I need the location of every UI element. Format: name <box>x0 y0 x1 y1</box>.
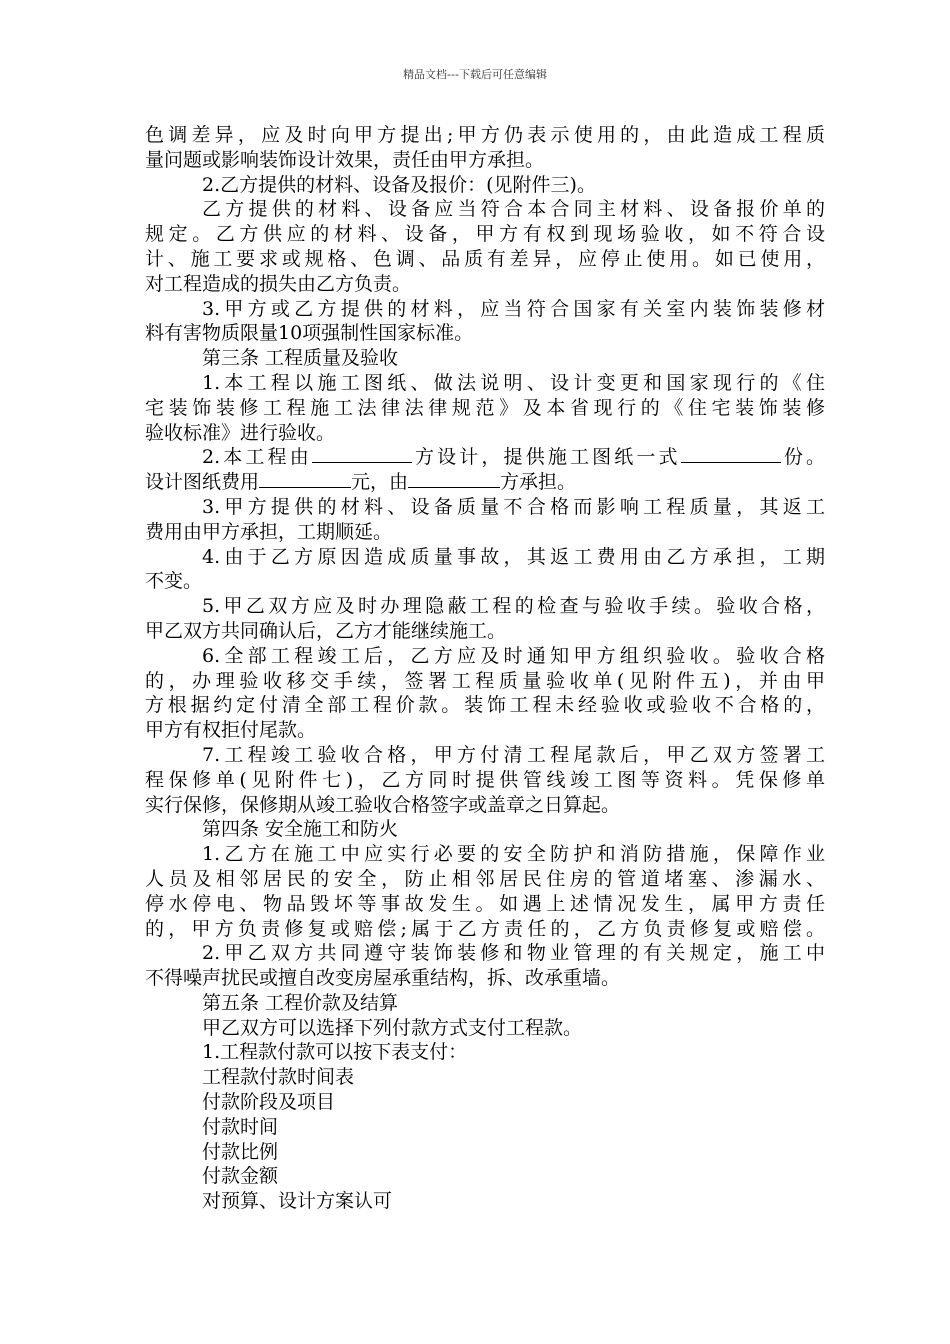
line-text: 1.工程款付款可以按下表支付： <box>202 1041 468 1064</box>
line-text: 付款比例 <box>202 1140 279 1163</box>
line-text: 甲乙双方共同确认后，乙方才能继续施工。 <box>145 619 507 642</box>
text-line <box>145 718 825 743</box>
line-text: 付款阶段及项目 <box>202 1091 336 1114</box>
line-text: 2.本工程由 <box>202 446 312 469</box>
text-line <box>145 669 825 694</box>
fill-in-blank[interactable] <box>408 470 500 488</box>
line-text: 的，办理验收移交手续，签署工程质量验收单(见附件五)，并由甲 <box>145 669 825 692</box>
line-text: 6.全部工程竣工后，乙方应及时通知甲方组织验收。验收合格 <box>202 644 825 667</box>
text-line <box>145 1090 825 1115</box>
page-header: 精品文档---下载后可任意编辑 <box>403 68 547 81</box>
text-line <box>145 892 825 917</box>
text-line <box>145 594 825 619</box>
line-text: 元，由 <box>351 471 409 494</box>
text-line <box>145 1016 825 1041</box>
text-line <box>145 297 825 322</box>
line-text: 5.甲乙双方应及时办理隐蔽工程的检查与验收手续。验收合格， <box>202 595 825 618</box>
line-text: 不得噪声扰民或擅自改变房屋承重结构，拆、改承重墙。 <box>145 967 621 990</box>
fill-in-blank[interactable] <box>681 445 781 463</box>
text-line <box>145 1040 825 1065</box>
text-line <box>145 941 825 966</box>
text-line <box>145 470 825 495</box>
text-line <box>145 644 825 669</box>
text-line <box>145 197 825 222</box>
line-text: 规定。乙方供应的材料、设备，甲方有权到现场验收，如不符合设 <box>145 223 825 246</box>
line-text: 甲方有权拒付尾款。 <box>145 719 317 742</box>
line-text: 7.工程竣工验收合格，甲方付清工程尾款后，甲乙双方签署工 <box>202 743 825 766</box>
text-line <box>145 1140 825 1165</box>
line-text: 甲乙双方可以选择下列付款方式支付工程款。 <box>202 1016 583 1039</box>
line-text: 色调差异，应及时向甲方提出;甲方仍表示使用的，由此造成工程质 <box>145 124 825 146</box>
text-line <box>145 693 825 718</box>
text-line <box>145 867 825 892</box>
line-text: 1.乙方在施工中应实行必要的安全防护和消防措施，保障作业 <box>202 843 825 866</box>
text-line <box>145 545 825 570</box>
line-text: 3.甲方提供的材料、设备质量不合格而影响工程质量，其返工 <box>202 495 825 518</box>
text-line <box>145 1115 825 1140</box>
line-text: 方设计，提供施工图纸一式 <box>411 446 681 469</box>
line-text: 2.乙方提供的材料、设备及报价：(见附件三)。 <box>202 173 596 196</box>
line-text: 方承担。 <box>500 471 577 494</box>
line-text: 1.本工程以施工图纸、做法说明、设计变更和国家现行的《住 <box>202 371 825 394</box>
text-line <box>145 917 825 942</box>
text-line <box>145 966 825 991</box>
line-text: 对预算、设计方案认可 <box>202 1190 393 1213</box>
text-line <box>145 743 825 768</box>
text-line <box>145 396 825 421</box>
line-text: 不变。 <box>145 570 203 593</box>
line-text: 乙方提供的材料、设备应当符合本合同主材料、设备报价单的 <box>202 198 825 221</box>
text-line <box>145 321 825 346</box>
line-text: 程保修单(见附件七)，乙方同时提供管线竣工图等资料。凭保修单 <box>145 768 825 791</box>
line-text: 验收标准》进行验收。 <box>145 421 336 444</box>
text-line <box>145 793 825 818</box>
text-line <box>145 445 825 470</box>
text-line <box>145 1065 825 1090</box>
line-text: 设计图纸费用 <box>145 471 260 494</box>
line-text: 3.甲方或乙方提供的材料，应当符合国家有关室内装饰装修材 <box>202 297 825 320</box>
line-text: 付款时间 <box>202 1115 279 1138</box>
line-text: 份。 <box>780 446 825 469</box>
text-line <box>145 768 825 793</box>
line-text: 付款金额 <box>202 1165 279 1188</box>
line-text: 计、施工要求或规格、色调、品质有差异，应停止使用。如已使用， <box>145 247 825 270</box>
text-line <box>145 371 825 396</box>
line-text: 方根据约定付清全部工程价款。装饰工程未经验收或验收不合格的， <box>145 694 825 717</box>
line-text: 第五条 工程价款及结算 <box>202 991 399 1014</box>
text-line <box>145 123 825 148</box>
line-text: 费用由甲方承担，工期顺延。 <box>145 520 393 543</box>
text-line <box>145 272 825 297</box>
line-text: 停水停电、物品毁坏等事故发生。如遇上述情况发生，属甲方责任 <box>145 892 825 915</box>
line-text: 实行保修，保修期从竣工验收合格签字或盖章之日算起。 <box>145 793 621 816</box>
line-text: 工程款付款时间表 <box>202 1066 355 1089</box>
text-line <box>145 421 825 446</box>
text-line <box>145 1164 825 1189</box>
line-text: 人员及相邻居民的安全，防止相邻居民住房的管道堵塞、渗漏水、 <box>145 867 825 890</box>
fill-in-blank[interactable] <box>312 445 412 463</box>
text-line <box>145 222 825 247</box>
text-line <box>145 569 825 594</box>
line-text: 2.甲乙双方共同遵守装饰装修和物业管理的有关规定，施工中 <box>202 942 825 965</box>
text-line <box>145 173 825 198</box>
line-text: 4.由于乙方原因造成质量事故，其返工费用由乙方承担，工期 <box>202 545 825 568</box>
fill-in-blank[interactable] <box>259 470 351 488</box>
text-line <box>145 247 825 272</box>
text-line <box>145 148 825 173</box>
line-text: 宅装饰装修工程施工法律法律规范》及本省现行的《住宅装饰装修 <box>145 396 825 419</box>
line-text: 量问题或影响装饰设计效果，责任由甲方承担。 <box>145 148 545 171</box>
document-body <box>145 123 825 1214</box>
text-line <box>145 842 825 867</box>
text-line <box>145 520 825 545</box>
text-line <box>145 817 825 842</box>
line-text: 第三条 工程质量及验收 <box>202 347 399 370</box>
text-line <box>145 991 825 1016</box>
line-text: 料有害物质限量10项强制性国家标准。 <box>145 322 474 345</box>
text-line <box>145 619 825 644</box>
text-line <box>145 346 825 371</box>
text-line <box>145 495 825 520</box>
text-line <box>145 1189 825 1214</box>
line-text: 的，甲方负责修复或赔偿;属于乙方责任的，乙方负责修复或赔偿。 <box>145 917 825 940</box>
line-text: 第四条 安全施工和防火 <box>202 818 399 841</box>
line-text: 对工程造成的损失由乙方负责。 <box>145 272 412 295</box>
